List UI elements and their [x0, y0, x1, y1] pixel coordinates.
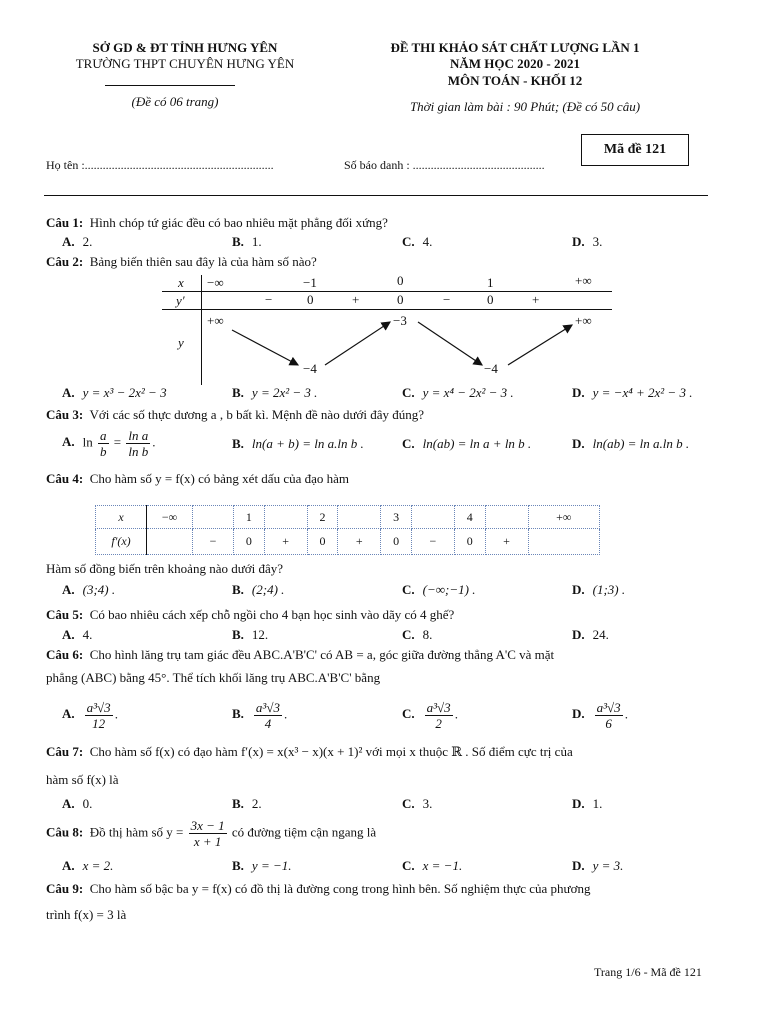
exam-duration: Thời gian làm bài : 90 Phút; (Đề có 50 câu): [409, 99, 641, 114]
student-name-field: Họ tên :...............................................................: [46, 158, 274, 172]
page-footer: Trang 1/6 - Mã đề 121: [594, 965, 702, 979]
question-3: [46, 407, 424, 423]
vt-y-value: −3: [393, 313, 407, 328]
sign-table-sign: 0: [454, 529, 485, 555]
option-c[interactable]: C. x = −1.: [402, 858, 463, 873]
sign-table: [95, 505, 600, 555]
question-text: Cho hàm số y = f(x) có bảng xét dấu của đạo hàm: [89, 471, 350, 486]
option-d[interactable]: D. 1.: [572, 796, 603, 811]
student-id-field: Số báo danh : ............................................: [344, 158, 545, 172]
question-text: phẳng (ABC) bằng 45°. Thể tích khối lăng trụ ABC.A'B'C' bằng: [46, 670, 381, 685]
sign-table-sign: −: [411, 529, 454, 555]
sign-table-sign: −: [193, 529, 234, 555]
sign-table-sign: 0: [234, 529, 265, 555]
question-fraction: $\frac{3x - 1}{x + 1}$: [190, 818, 225, 849]
vt-sign: +: [532, 292, 540, 307]
school-name: TRƯỜNG THPT CHUYÊN HƯNG YÊN: [75, 56, 295, 71]
page-count-note: (Đề có 06 trang): [131, 94, 219, 109]
question-text: Hàm số đồng biến trên khoảng nào dưới đây?: [46, 561, 284, 576]
option-a[interactable]: A. y = x³ − 2x² − 3: [62, 385, 167, 400]
sign-table-sign: 0: [307, 529, 338, 555]
sign-table-sign: +: [485, 529, 528, 555]
option-a[interactable]: A. 4.: [62, 627, 93, 642]
vt-y-value: −4: [303, 361, 317, 376]
question-7: [46, 744, 573, 760]
question-label: Câu 7:: [46, 744, 84, 759]
vt-sign: −: [265, 292, 273, 307]
vt-y-label: y: [178, 335, 184, 350]
sign-table-sign: +: [264, 529, 307, 555]
vt-x-value: −1: [303, 275, 317, 290]
vt-x-value: +∞: [575, 273, 592, 288]
question-text: trình f(x) = 3 là: [46, 907, 127, 922]
option-d[interactable]: D. y = −x⁴ + 2x² − 3 .: [572, 385, 693, 400]
option-a[interactable]: A. 2.: [62, 234, 93, 249]
option-b[interactable]: B. (2;4) .: [232, 582, 285, 597]
vt-arrow-up: [325, 322, 390, 365]
sign-table-x-value: 1: [234, 506, 265, 529]
vt-x-value: 0: [397, 273, 404, 288]
vt-arrow-down: [418, 322, 482, 365]
question-text: Cho hàm số bậc ba y = f(x) có đồ thị là đường cong trong hình bên. Số nghiệm thực của phương: [89, 881, 591, 896]
option-c[interactable]: C. 4.: [402, 234, 433, 249]
question-text: Có bao nhiêu cách xếp chỗ ngồi cho 4 bạn học sinh vào dãy có 4 ghế?: [89, 607, 455, 622]
option-a[interactable]: A. $\frac{\text{a³√3}}{12}$ .: [62, 700, 118, 731]
sign-table-x-label: x: [96, 506, 147, 529]
option-b[interactable]: B. 12.: [232, 627, 269, 642]
question-9: [46, 881, 590, 897]
option-b[interactable]: B. 2.: [232, 796, 262, 811]
option-c[interactable]: C. (−∞;−1) .: [402, 582, 476, 597]
option-a[interactable]: A. 0.: [62, 796, 93, 811]
option-b[interactable]: B. ln(a + b) = ln a.ln b .: [232, 436, 364, 451]
sign-table-x-value: +∞: [528, 506, 600, 529]
school-year: NĂM HỌC 2020 - 2021: [450, 56, 580, 71]
vt-arrow-down: [232, 330, 298, 365]
vt-sign: +: [352, 292, 360, 307]
sign-table-x-value: 3: [381, 506, 412, 529]
option-d[interactable]: D. 3.: [572, 234, 603, 249]
option-b[interactable]: B. y = 2x² − 3 .: [232, 385, 318, 400]
option-c[interactable]: C. $\frac{\text{a³√3}}{2}$ .: [402, 700, 458, 731]
subject-grade: MÔN TOÁN - KHỐI 12: [447, 73, 583, 88]
sign-table-sign: 0: [381, 529, 412, 555]
sign-table-sign: +: [338, 529, 381, 555]
vt-y-value: +∞: [207, 313, 224, 328]
option-a[interactable]: A. ln $\frac{a}{b}$ = $\frac{\text{ln a}}{\text{ln b}}$ .: [62, 428, 156, 459]
exam-title: ĐỀ THI KHẢO SÁT CHẤT LƯỢNG LẦN 1: [390, 40, 640, 55]
option-c[interactable]: C. 8.: [402, 627, 433, 642]
option-c[interactable]: C. ln(ab) = ln a + ln b .: [402, 436, 532, 451]
vt-y-value: +∞: [575, 313, 592, 328]
option-d[interactable]: D. (1;3) .: [572, 582, 626, 597]
department-name: SỞ GD & ĐT TỈNH HƯNG YÊN: [92, 40, 278, 55]
question-label: Câu 1:: [46, 215, 84, 230]
vt-arrow-up: [508, 325, 572, 365]
question-text: Hình chóp tứ giác đều có bao nhiêu mặt phẳng đối xứng?: [89, 215, 388, 230]
option-b[interactable]: B. 1.: [232, 234, 262, 249]
question-label: Câu 8:: [46, 824, 84, 840]
option-d[interactable]: D. 24.: [572, 627, 609, 642]
vt-sign: 0: [487, 292, 494, 307]
option-a[interactable]: A. (3;4) .: [62, 582, 116, 597]
question-label: Câu 4:: [46, 471, 84, 486]
vt-yp-label: y′: [176, 293, 185, 308]
question-5: [46, 607, 454, 623]
question-text: Bảng biến thiên sau đây là của hàm số nào?: [89, 254, 317, 269]
question-6: [46, 647, 554, 663]
vt-sign: −: [443, 292, 451, 307]
vt-x-value: 1: [487, 275, 494, 290]
question-label: Câu 3:: [46, 407, 84, 422]
option-d[interactable]: D. $\frac{\text{a³√3}}{6}$ .: [572, 700, 628, 731]
question-text: Cho hình lăng trụ tam giác đều ABC.A'B'C' có AB = a, góc giữa đường thẳng A'C và mặt: [89, 647, 555, 662]
question-text: hàm số f(x) là: [46, 772, 119, 787]
question-label: Câu 2:: [46, 254, 84, 269]
option-c[interactable]: C. 3.: [402, 796, 433, 811]
question-text: có đường tiệm cận ngang là: [231, 824, 377, 840]
vt-sign: 0: [397, 292, 404, 307]
vt-x-value: −∞: [207, 275, 224, 290]
question-text: Cho hàm số f(x) có đạo hàm f′(x) = x(x³ − x)(x + 1)² với mọi x thuộc ℝ . Số điểm cực trị của: [89, 744, 573, 759]
vt-x-label: x: [178, 275, 184, 290]
sign-table-x-value: 2: [307, 506, 338, 529]
option-c[interactable]: C. y = x⁴ − 2x² − 3 .: [402, 385, 514, 400]
question-label: Câu 6:: [46, 647, 84, 662]
vt-sign: 0: [307, 292, 314, 307]
sign-table-fp-label: f′(x): [96, 529, 147, 555]
question-text: Đồ thị hàm số y =: [89, 824, 184, 840]
option-d[interactable]: D. y = 3.: [572, 858, 624, 873]
option-b[interactable]: B. $\frac{\text{a³√3}}{4}$ .: [232, 700, 288, 731]
option-b[interactable]: B. y = −1.: [232, 858, 292, 873]
question-label: Câu 9:: [46, 881, 84, 896]
option-a[interactable]: A. x = 2.: [62, 858, 114, 873]
exam-code-box: Mã đề 121: [581, 134, 689, 166]
question-label: Câu 5:: [46, 607, 84, 622]
option-d[interactable]: D. ln(ab) = ln a.ln b .: [572, 436, 690, 451]
sign-table-x-value: 4: [454, 506, 485, 529]
sign-table-x-value: −∞: [147, 506, 193, 529]
vt-arrows: [0, 0, 768, 400]
question-8: [46, 818, 376, 849]
vt-y-value: −4: [484, 361, 498, 376]
question-4: [46, 471, 349, 487]
question-text: Với các số thực dương a , b bất kì. Mệnh đề nào dưới đây đúng?: [89, 407, 425, 422]
